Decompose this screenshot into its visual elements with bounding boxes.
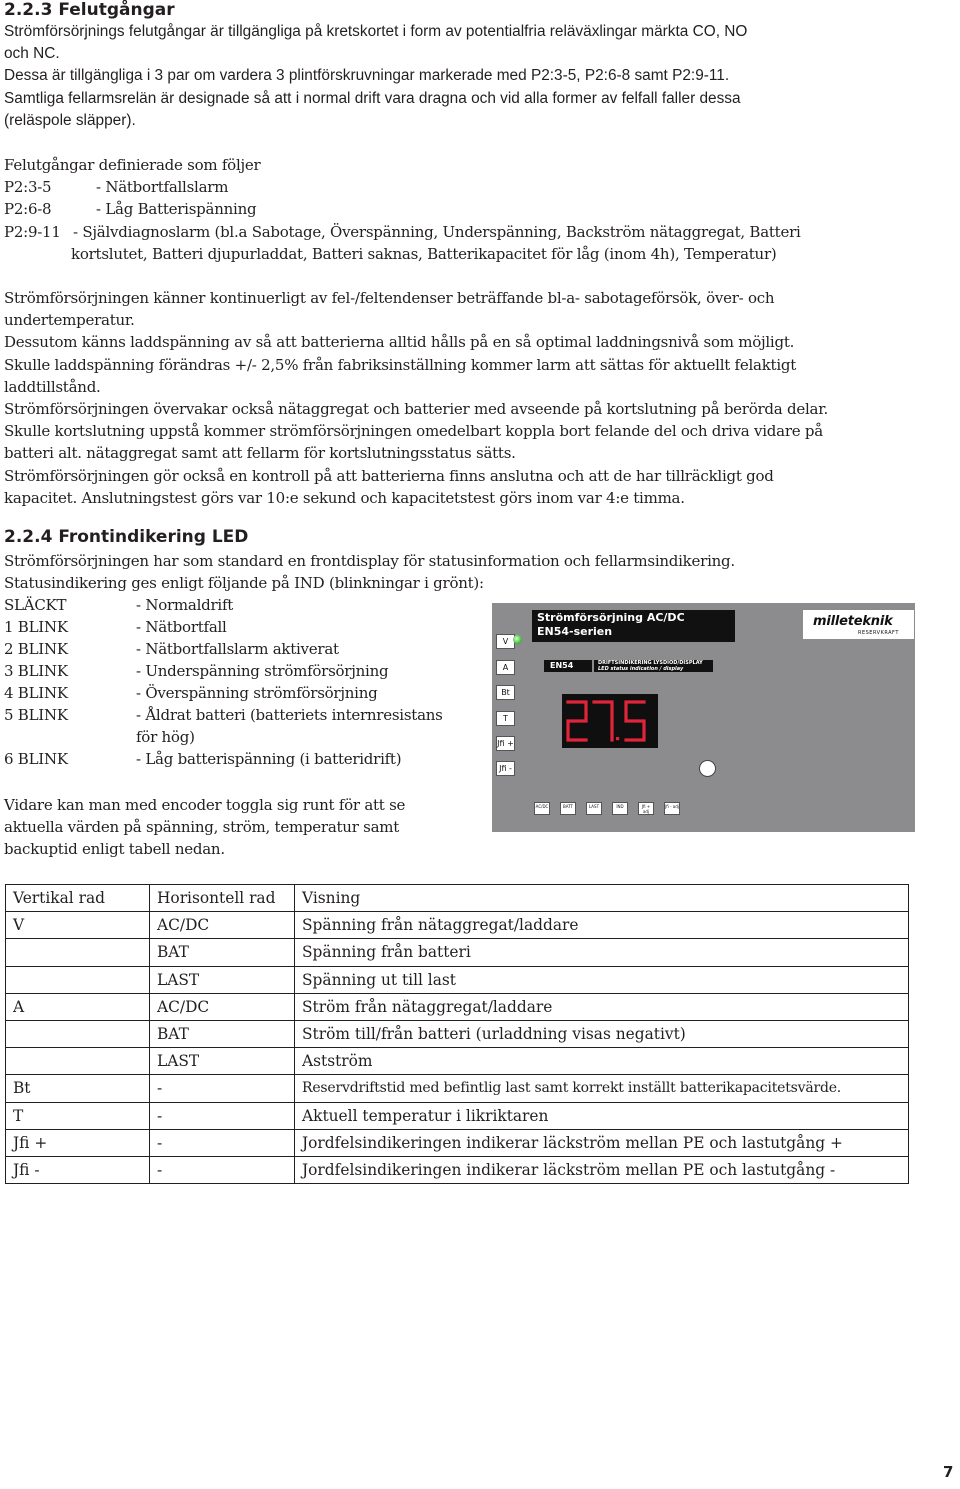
blink-meaning: - Normaldrift xyxy=(136,596,234,614)
table-cell: - xyxy=(150,1156,295,1183)
side-button-v[interactable]: V xyxy=(496,634,515,649)
table-row xyxy=(6,1048,909,1075)
side-button-a[interactable]: A xyxy=(496,660,515,675)
table-row xyxy=(6,1020,909,1047)
blink-code: 1 BLINK xyxy=(4,618,68,636)
intro-line: (reläspole släpper). xyxy=(4,111,136,129)
definition-text: - Låg Batterispänning xyxy=(96,200,257,219)
table-cell: Aktuell temperatur i likriktaren xyxy=(295,1102,909,1129)
body-line: Skulle kortslutning uppstå kommer strömförsörjningen omedelbart koppla bort felande del och driva vidare på xyxy=(4,422,823,441)
status-led-icon xyxy=(513,635,522,644)
table-cell: T xyxy=(6,1102,150,1129)
table-header-cell: Visning xyxy=(295,885,909,912)
blink-code: 2 BLINK xyxy=(4,640,68,658)
body-line: Skulle laddspänning förändras +/- 2,5% från fabriksinställning kommer larm att sättas för aktuellt felaktigt xyxy=(4,355,797,374)
body-line: batteri alt. nätaggregat samt att fellarm för kortslutningsstatus sätts. xyxy=(4,444,516,463)
section-224-heading: 2.2.4 Frontindikering LED xyxy=(4,527,249,547)
table-cell: BAT xyxy=(150,1020,295,1047)
display-label-line: LED status indication / display xyxy=(598,666,684,672)
blink-meaning: - Åldrat batteri (batteriets internresistans xyxy=(136,706,443,724)
seven-segment-digits-icon xyxy=(562,694,658,748)
definition-code: P2:6-8 xyxy=(4,200,52,219)
body-line: laddtillstånd. xyxy=(4,377,101,396)
body-line: Strömförsörjningen gör också en kontroll på att batterierna finns anslutna och att de har tillräckligt god xyxy=(4,466,774,485)
display-mode-table xyxy=(5,884,909,1184)
bottom-button-last[interactable]: LAST xyxy=(586,802,602,815)
blink-meaning: - Nätbortfall xyxy=(136,618,227,636)
definition-row xyxy=(4,221,801,243)
definition-row xyxy=(4,198,801,220)
side-button-jfi-plus[interactable]: Jfi + xyxy=(496,736,515,751)
table-cell: - xyxy=(150,1129,295,1156)
encoder-line: backuptid enligt tabell nedan. xyxy=(4,840,225,859)
intro-line: Dessa är tillgängliga i 3 par om vardera 3 plintförskruvningar markerade med P2:3-5, P2:6-8 samt P2:9-11. xyxy=(4,67,730,85)
bottom-button-jfi-plus-adj[interactable]: Jfi + adj xyxy=(638,802,654,815)
blink-meaning: - Överspänning strömförsörjning xyxy=(136,684,378,702)
brand-logo xyxy=(803,610,914,639)
definition-code: P2:9-11 xyxy=(4,222,61,241)
section-223-intro xyxy=(4,21,747,132)
table-cell xyxy=(6,1020,150,1047)
table-cell: Jordfelsindikeringen indikerar läckström mellan PE och lastutgång + xyxy=(295,1129,909,1156)
body-line: Strömförsörjningen övervakar också nätaggregat och batterier med avseende på kortslutning på berörda delar. xyxy=(4,399,829,418)
brand-logo-text: milleteknik xyxy=(813,614,893,629)
display-label xyxy=(594,660,713,672)
blink-meaning: - Underspänning strömförsörjning xyxy=(136,662,389,680)
table-cell: BAT xyxy=(150,939,295,966)
definition-row xyxy=(4,176,801,198)
table-cell: Jfi + xyxy=(6,1129,150,1156)
panel-title-box xyxy=(532,610,735,642)
definitions-block xyxy=(4,154,801,265)
body-line: undertemperatur. xyxy=(4,311,135,330)
blink-meaning: för hög) xyxy=(136,728,195,746)
intro-line: Samtliga fellarmsrelän är designade så att i normal drift vara dragna och vid alla former av felfall faller dessa xyxy=(4,89,741,107)
table-cell: Astström xyxy=(295,1048,909,1075)
intro-line: Strömförsörjningen har som standard en frontdisplay för statusinformation och fellarmsindikering. xyxy=(4,552,735,570)
bottom-button-ind[interactable]: IND xyxy=(612,802,628,815)
table-cell: V xyxy=(6,912,150,939)
table-row xyxy=(6,1102,909,1129)
table-cell: Spänning från batteri xyxy=(295,939,909,966)
definition-text: - Självdiagnoslarm (bl.a Sabotage, Överspänning, Underspänning, Backström nätaggregat, Batteri xyxy=(73,222,801,241)
table-cell xyxy=(6,939,150,966)
blink-code-list xyxy=(4,594,484,774)
body-line: Strömförsörjningen känner kontinuerligt av fel-/feltendenser beträffande bl-a- sabotageförsök, över- och xyxy=(4,289,775,307)
blink-meaning: - Nätbortfallslarm aktiverat xyxy=(136,640,339,658)
table-cell xyxy=(6,1048,150,1075)
section-223-heading: 2.2.3 Felutgångar xyxy=(4,0,175,20)
intro-line: och NC. xyxy=(4,45,60,63)
bottom-button-batt[interactable]: BATT xyxy=(560,802,576,815)
table-row xyxy=(6,1075,909,1102)
page-number: 7 xyxy=(943,1463,954,1481)
encoder-line: Vidare kan man med encoder toggla sig runt för att se xyxy=(4,796,406,814)
blink-code: 4 BLINK xyxy=(4,684,68,702)
definition-text: - Nätbortfallslarm xyxy=(96,178,229,197)
table-cell: AC/DC xyxy=(150,993,295,1020)
intro-line: Strömförsörjnings felutgångar är tillgängliga på kretskortet i form av potentialfria reläväxlingar märkta CO, NO xyxy=(4,23,748,40)
blink-code: 6 BLINK xyxy=(4,750,68,768)
blink-code: SLÄCKT xyxy=(4,596,67,614)
table-cell: LAST xyxy=(150,966,295,993)
table-cell: - xyxy=(150,1075,295,1102)
table-cell xyxy=(6,966,150,993)
table-cell: LAST xyxy=(150,1048,295,1075)
brand-logo-subtext: RESERVKRAFT xyxy=(858,630,899,636)
encoder-line: aktuella värden på spänning, ström, temperatur samt xyxy=(4,818,400,837)
encoder-knob[interactable] xyxy=(699,760,716,777)
device-front-panel xyxy=(492,603,915,832)
table-row xyxy=(6,1129,909,1156)
model-label: EN54 xyxy=(544,660,592,672)
table-cell: - xyxy=(150,1102,295,1129)
encoder-text xyxy=(4,794,405,861)
definition-continuation: kortslutet, Batteri djupurladdat, Batteri saknas, Batterikapacitet för låg (inom 4h), Temperatur) xyxy=(71,244,777,263)
intro-line: Statusindikering ges enligt följande på IND (blinkningar i grönt): xyxy=(4,574,484,593)
bottom-button-jfi-minus-adj[interactable]: Jfi - adj xyxy=(664,802,680,815)
blink-code: 5 BLINK xyxy=(4,706,68,724)
section-224-intro xyxy=(4,550,735,594)
table-cell: Spänning från nätaggregat/laddare xyxy=(295,912,909,939)
panel-title: Strömförsörjning AC/DC xyxy=(537,611,685,624)
bottom-button-acdc[interactable]: AC/DC xyxy=(534,802,550,815)
side-button-jfi-minus[interactable]: Jfi - xyxy=(496,761,515,776)
definition-code: P2:3-5 xyxy=(4,178,52,197)
definitions-heading: Felutgångar definierade som följer xyxy=(4,156,261,174)
table-row xyxy=(6,912,909,939)
table-cell: Ström från nätaggregat/laddare xyxy=(295,993,909,1020)
table-cell: AC/DC xyxy=(150,912,295,939)
table-cell: Bt xyxy=(6,1075,150,1102)
table-cell: A xyxy=(6,993,150,1020)
table-cell: Reservdriftstid med befintlig last samt korrekt inställt batterikapacitetsvärde. xyxy=(295,1075,909,1102)
table-cell: Ström till/från batteri (urladdning visas negativt) xyxy=(295,1020,909,1047)
table-header-cell: Horisontell rad xyxy=(150,885,295,912)
seven-segment-display xyxy=(562,694,658,748)
table-cell: Spänning ut till last xyxy=(295,966,909,993)
section-223-body xyxy=(4,287,828,509)
table-row xyxy=(6,939,909,966)
panel-subtitle: EN54-serien xyxy=(537,625,613,638)
table-header-cell: Vertikal rad xyxy=(6,885,150,912)
body-line: Dessutom känns laddspänning av så att batterierna alltid hålls på en så optimal laddningsnivå som möjligt. xyxy=(4,333,795,352)
blink-meaning: - Låg batterispänning (i batteridrift) xyxy=(136,750,402,768)
table-cell: Jfi - xyxy=(6,1156,150,1183)
table-header-row xyxy=(6,885,909,912)
side-button-bt[interactable]: Bt xyxy=(496,685,515,700)
table-row xyxy=(6,966,909,993)
blink-code: 3 BLINK xyxy=(4,662,68,680)
table-row xyxy=(6,1156,909,1183)
table-row xyxy=(6,993,909,1020)
table-cell: Jordfelsindikeringen indikerar läckström mellan PE och lastutgång - xyxy=(295,1156,909,1183)
side-button-t[interactable]: T xyxy=(496,711,515,726)
body-line: kapacitet. Anslutningstest görs var 10:e sekund och kapacitetstest görs inom var 4:e timma. xyxy=(4,488,685,507)
display-label-line: DRIFTSINDIKERING LYSDIOD/DISPLAY xyxy=(598,660,703,666)
